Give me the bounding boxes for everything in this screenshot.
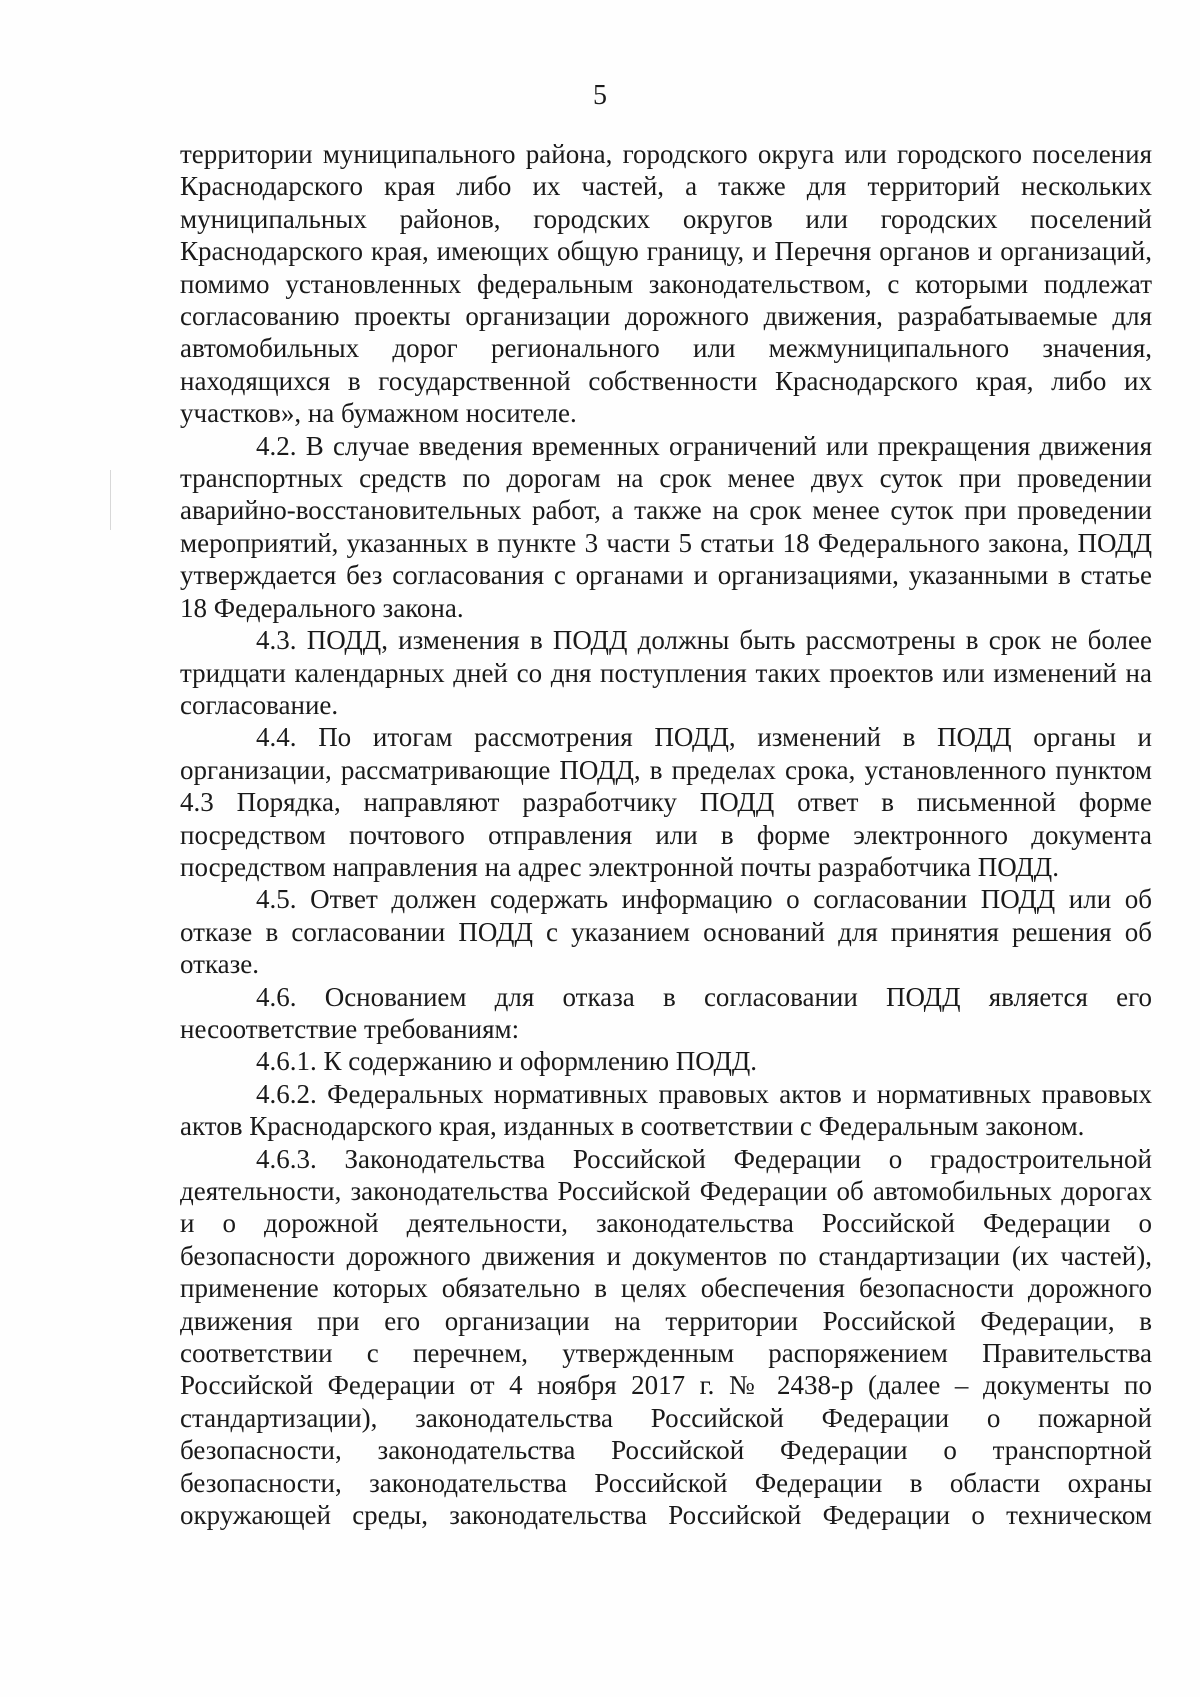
page-number: 5	[593, 80, 607, 111]
document-body	[180, 138, 1152, 1531]
paragraph-4-3: 4.3. ПОДД, изменения в ПОДД должны быть рассмотрены в срок не более тридцати календарных дней со дня поступления таких проектов или изменений на согласование.	[180, 625, 1152, 720]
paragraph-4-6-2: 4.6.2. Федеральных нормативных правовых актов и нормативных правовых актов Краснодарского края, изданных в соответствии с Федеральным законом.	[180, 1078, 1152, 1142]
scan-margin-mark	[110, 470, 111, 530]
paragraph-continuation: территории муниципального района, городского округа или городского поселения Краснодарского края либо их частей, а также для территорий нескольких муниципальных районов, городских округов или городских поселений Краснодарского края, имеющих общую границу, и Перечня органов и организаций, помимо установленных федеральным законодательством, с которыми подлежат согласованию проекты организации дорожного движения, разрабатываемые для автомобильных дорог регионального или межмуниципального значения, находящихся в государственной собственности Краснодарского края, либо их участков», на бумажном носителе.	[180, 139, 1152, 429]
paragraph-4-2: 4.2. В случае введения временных ограничений или прекращения движения транспортных средств по дорогам на срок менее двух суток при проведении аварийно-восстановительных работ, а также на срок менее суток при проведении мероприятий, указанных в пункте 3 части 5 статьи 18 Федерального закона, ПОДД утверждается без согласования с органами и организациями, указанными в статье 18 Федерального закона.	[180, 430, 1152, 623]
paragraph-4-6-3: 4.6.3. Законодательства Российской Федерации о градостроительной деятельности, законодательства Российской Федерации об автомобильных дорогах и о дорожной деятельности, законодательства Российской Федерации о безопасности дорожного движения и документов по стандартизации (их частей), применение которых обязательно в целях обеспечения безопасности дорожного движения при его организации на территории Российской Федерации, в соответствии с перечнем, утвержденным распоряжением Правительства Российской Федерации от 4 ноября 2017 г. № 2438-р (далее – документы по стандартизации), законодательства Российской Федерации о пожарной безопасности, законодательства Российской Федерации о транспортной безопасности, законодательства Российской Федерации в области охраны окружающей среды, законодательства Российской Федерации о техническом	[180, 1143, 1152, 1531]
paragraph-4-4: 4.4. По итогам рассмотрения ПОДД, изменений в ПОДД органы и организации, рассматривающие ПОДД, в пределах срока, установленного пунктом 4.3 Порядка, направляют разработчику ПОДД ответ в письменной форме посредством почтового отправления или в форме электронного документа посредством направления на адрес электронной почты разработчика ПОДД.	[180, 722, 1152, 882]
paragraph-4-6: 4.6. Основанием для отказа в согласовании ПОДД является его несоответствие требованиям:	[180, 981, 1152, 1044]
paragraph-4-6-1: 4.6.1. К содержанию и оформлению ПОДД.	[256, 1046, 758, 1077]
paragraph-4-5: 4.5. Ответ должен содержать информацию о согласовании ПОДД или об отказе в согласовании ПОДД с указанием оснований для принятия решения об отказе.	[180, 884, 1152, 980]
